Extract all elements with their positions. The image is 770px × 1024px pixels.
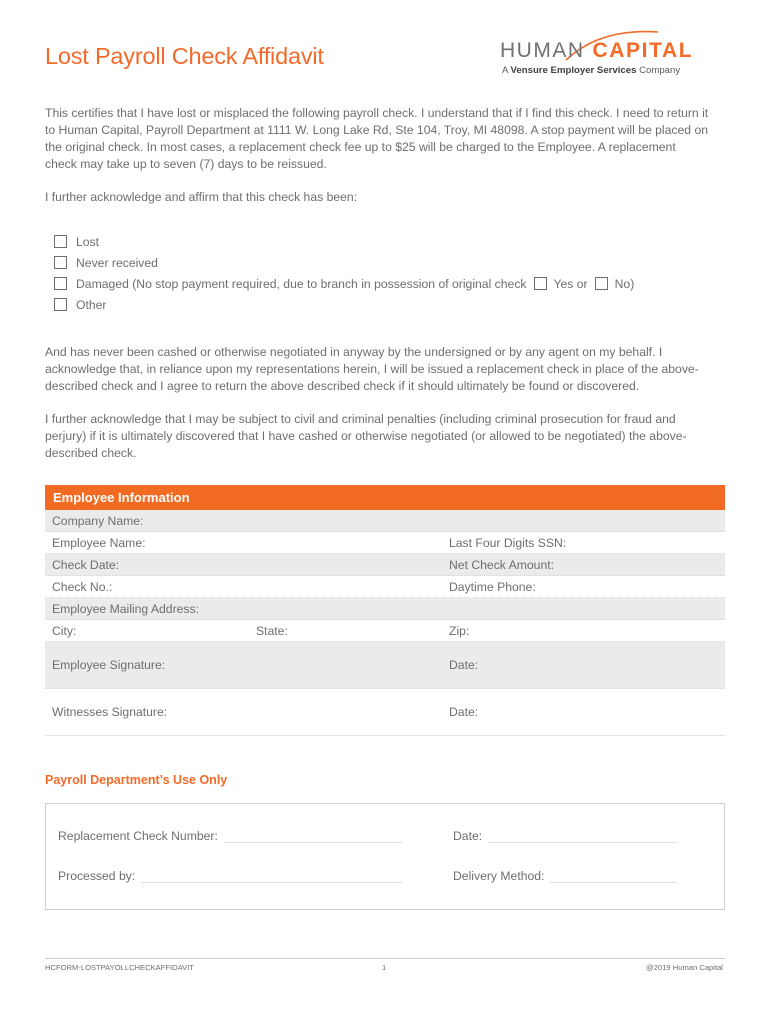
witness-signature-row (45, 689, 725, 736)
payroll-section-heading: Payroll Department’s Use Only (45, 773, 228, 787)
employee-signature-date-field[interactable]: Date: (449, 658, 479, 672)
option-never-received[interactable] (54, 252, 634, 273)
employee-signature-field[interactable]: Employee Signature: (52, 658, 166, 672)
check-date-field[interactable]: Check Date: (52, 558, 120, 572)
input-line[interactable] (224, 830, 402, 843)
human-capital-logo (500, 24, 730, 80)
footer-copyright: @2019 Human Capital (646, 963, 723, 972)
replacement-check-number-field[interactable] (58, 829, 402, 843)
input-line[interactable] (488, 830, 678, 843)
check-no-row (45, 576, 725, 598)
footer-form-id: HCFORM-LOSTPAYOLLCHECKAFFIDAVIT (45, 963, 194, 972)
company-name-field[interactable] (45, 510, 725, 532)
checkbox-never-received[interactable] (54, 256, 67, 269)
employee-information-section (45, 485, 725, 736)
logo-wordmark (500, 39, 693, 63)
payroll-date-field[interactable] (453, 829, 678, 843)
option-label: Lost (76, 234, 100, 249)
option-no-label: No) (614, 276, 635, 291)
section-heading: Employee Information (45, 485, 725, 510)
option-other[interactable] (54, 294, 634, 315)
witness-signature-field[interactable]: Witnesses Signature: (52, 705, 168, 719)
field-label: Delivery Method: (453, 869, 545, 883)
field-label: Date: (453, 829, 483, 843)
logo-word-human: HUMAN (500, 39, 585, 62)
city-state-zip-row (45, 620, 725, 642)
zip-field[interactable]: Zip: (449, 624, 470, 638)
field-label: Replacement Check Number: (58, 829, 218, 843)
check-no-field[interactable]: Check No.: (52, 580, 113, 594)
option-yes-label: Yes or (553, 276, 588, 291)
option-label: Other (76, 297, 107, 312)
daytime-phone-field[interactable]: Daytime Phone: (449, 580, 536, 594)
logo-word-capital: CAPITAL (592, 39, 694, 62)
ssn-field[interactable]: Last Four Digits SSN: (449, 536, 567, 550)
net-check-amount-field[interactable]: Net Check Amount: (449, 558, 554, 572)
input-line[interactable] (141, 870, 402, 883)
check-status-options (54, 231, 634, 315)
check-date-row (45, 554, 725, 576)
field-label: Employee Mailing Address: (52, 602, 199, 616)
page-title: Lost Payroll Check Affidavit (45, 43, 324, 69)
checkbox-lost[interactable] (54, 235, 67, 248)
city-field[interactable]: City: (52, 624, 77, 638)
checkbox-damaged[interactable] (54, 277, 67, 290)
delivery-method-field[interactable] (453, 869, 676, 883)
acknowledge-paragraph: I further acknowledge and affirm that this check has been: (45, 190, 358, 204)
checkbox-no[interactable] (595, 277, 608, 290)
logo-tagline: A Vensure Employer Services Company (502, 65, 681, 76)
option-label: Never received (76, 255, 158, 270)
state-field[interactable]: State: (256, 624, 288, 638)
representation-paragraph: And has never been cashed or otherwise negotiated in anyway by the undersigned or by any agent on my behalf. I acknowledge that, in reliance upon my representations herein, I will be issued a replacement check in place of the above-described check and I agree to return the above described check if it should ultimately be found or discovered. (45, 345, 699, 393)
intro-paragraph: This certifies that I have lost or misplaced the following payroll check. I understand that if I find this check. I need to return it to Human Capital, Payroll Department at 1111 W. Long Lake Rd, Ste 104, Troy, MI 48098. A stop payment will be placed on the original check. In most cases, a replacement check fee up to $25 will be charged to the Employee. A replacement check may take up to seven (7) days to be reissued. (45, 106, 709, 171)
witness-date-field[interactable]: Date: (449, 705, 479, 719)
employee-name-row (45, 532, 725, 554)
option-damaged[interactable] (54, 273, 634, 294)
option-label: Damaged (No stop payment required, due to branch in possession of original check (76, 276, 527, 291)
input-line[interactable] (550, 870, 676, 883)
payroll-use-only-box (45, 803, 725, 910)
penalties-paragraph: I further acknowledge that I may be subject to civil and criminal penalties (including criminal prosecution for fraud and perjury) if it is ultimately discovered that I have cashed or otherwise negotiated (or allowed to be negotiated) the above-described check. (45, 412, 687, 460)
checkbox-other[interactable] (54, 298, 67, 311)
field-label: Company Name: (52, 514, 144, 528)
processed-by-field[interactable] (58, 869, 402, 883)
employee-name-field[interactable]: Employee Name: (52, 536, 146, 550)
footer-page-number: 1 (382, 963, 387, 972)
field-label: Processed by: (58, 869, 136, 883)
footer-divider (45, 958, 725, 959)
checkbox-yes[interactable] (534, 277, 547, 290)
option-lost[interactable] (54, 231, 634, 252)
employee-signature-row (45, 642, 725, 689)
mailing-address-field[interactable] (45, 598, 725, 620)
